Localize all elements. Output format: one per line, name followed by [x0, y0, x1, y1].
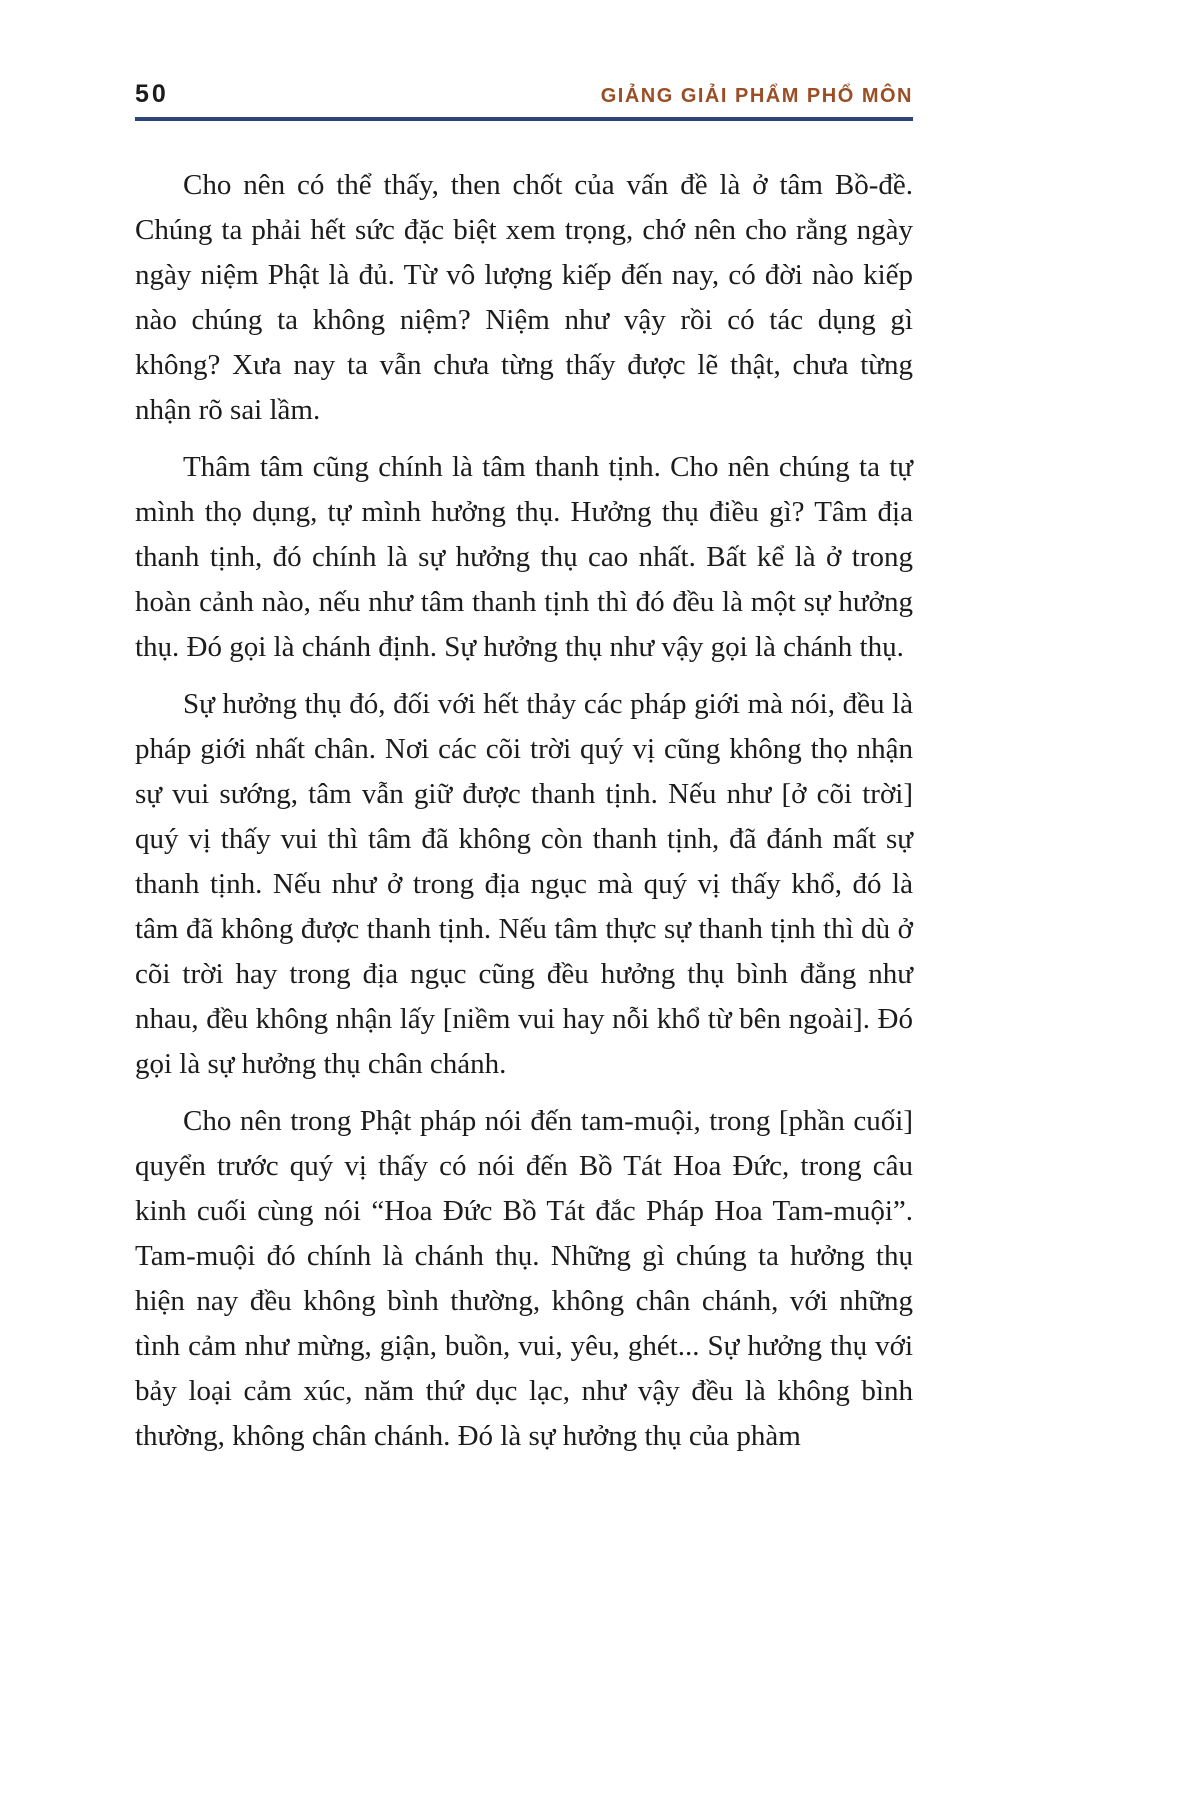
- paragraph: Thâm tâm cũng chính là tâm thanh tịnh. Cho nên chúng ta tự mình thọ dụng, tự mình hưởng thụ. Hưởng thụ điều gì? Tâm địa thanh tịnh, đó chính là sự hưởng thụ cao nhất. Bất kể là ở trong hoàn cảnh nào, nếu như tâm thanh tịnh thì đó đều là một sự hưởng thụ. Đó gọi là chánh định. Sự hưởng thụ như vậy gọi là chánh thụ.: [135, 451, 913, 663]
- body-text: [135, 163, 913, 1471]
- page-header: [135, 80, 913, 109]
- paragraph: Cho nên trong Phật pháp nói đến tam-muội, trong [phần cuối] quyển trước quý vị thấy có nói đến Bồ Tát Hoa Đức, trong câu kinh cuối cùng nói “Hoa Đức Bồ Tát đắc Pháp Hoa Tam-muội”. Tam-muội đó chính là chánh thụ. Những gì chúng ta hưởng thụ hiện nay đều không bình thường, không chân chánh, với những tình cảm như mừng, giận, buồn, vui, yêu, ghét... Sự hưởng thụ với bảy loại cảm xúc, năm thứ dục lạc, như vậy đều là không bình thường, không chân chánh. Đó là sự hưởng thụ của phàm: [135, 1105, 913, 1452]
- paragraph: Cho nên có thể thấy, then chốt của vấn đề là ở tâm Bồ-đề. Chúng ta phải hết sức đặc biệt xem trọng, chớ nên cho rằng ngày ngày niệm Phật là đủ. Từ vô lượng kiếp đến nay, có đời nào kiếp nào chúng ta không niệm? Niệm như vậy rồi có tác dụng gì không? Xưa nay ta vẫn chưa từng thấy được lẽ thật, chưa từng nhận rõ sai lầm.: [135, 169, 913, 426]
- page-number: 50: [135, 80, 169, 108]
- book-page: [135, 0, 913, 1800]
- running-title: GIẢNG GIẢI PHẨM PHỔ MÔN: [600, 85, 913, 107]
- header-rule: [135, 117, 913, 121]
- paragraph: Sự hưởng thụ đó, đối với hết thảy các pháp giới mà nói, đều là pháp giới nhất chân. Nơi các cõi trời quý vị cũng không thọ nhận sự vui sướng, tâm vẫn giữ được thanh tịnh. Nếu như [ở cõi trời] quý vị thấy vui thì tâm đã không còn thanh tịnh, đã đánh mất sự thanh tịnh. Nếu như ở trong địa ngục mà quý vị thấy khổ, đó là tâm đã không được thanh tịnh. Nếu tâm thực sự thanh tịnh thì dù ở cõi trời hay trong địa ngục cũng đều hưởng thụ bình đẳng như nhau, đều không nhận lấy [niềm vui hay nỗi khổ từ bên ngoài]. Đó gọi là sự hưởng thụ chân chánh.: [135, 688, 913, 1080]
